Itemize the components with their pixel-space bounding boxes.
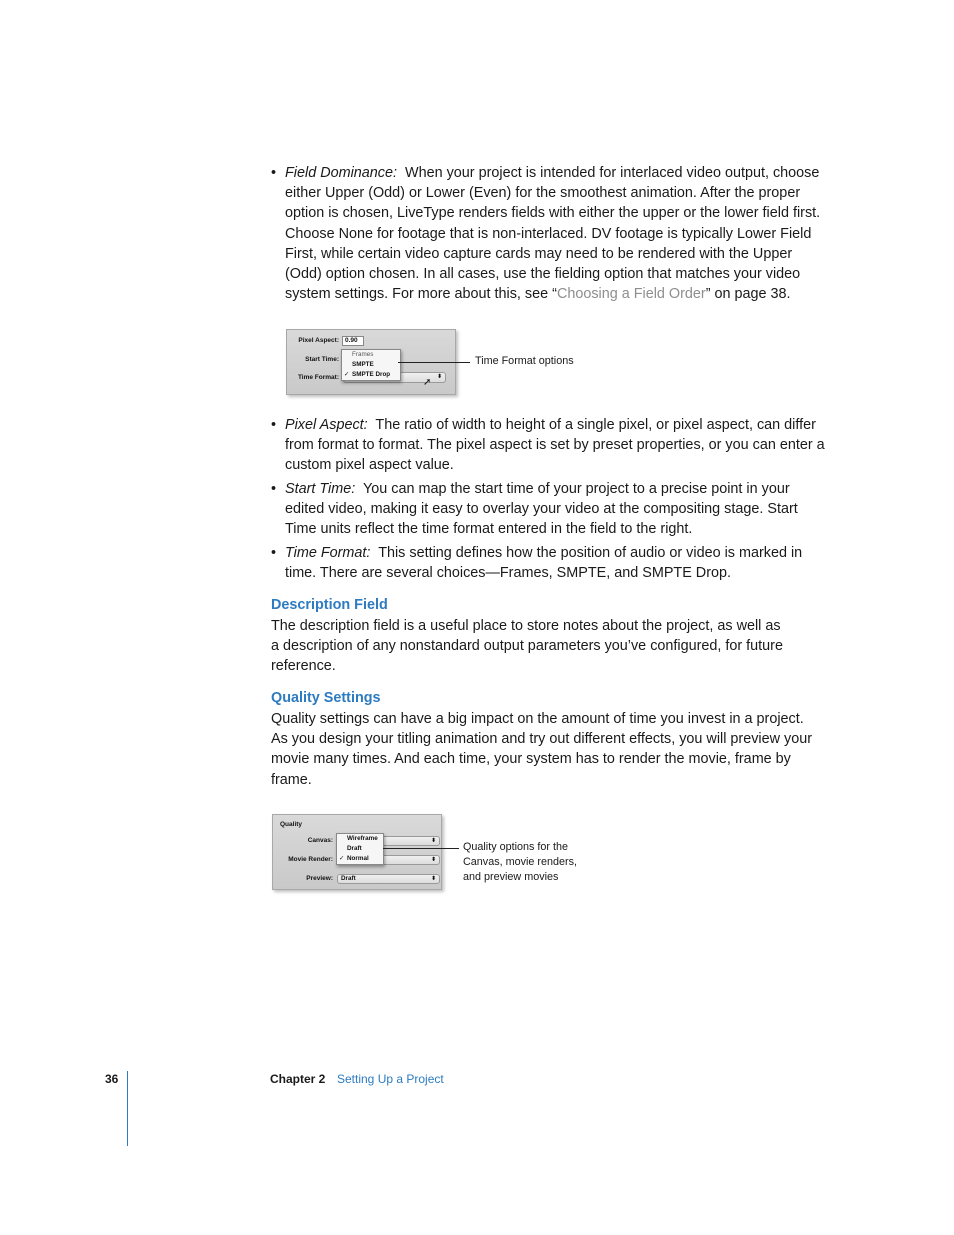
bullet-text [285, 479, 831, 540]
description-field-body: The description field is a useful place to store notes about the project, as well as a description of any nonstandard output parameters you’ve configured, for future reference. [271, 618, 783, 675]
chapter-label: Chapter 2 [270, 1072, 326, 1086]
page-number: 36 [105, 1072, 119, 1086]
term-pixel-aspect: Pixel Aspect: [285, 417, 368, 433]
bullet-marker: • [271, 165, 277, 181]
popup-arrows-icon: ⬍ [430, 857, 436, 863]
callout-line-time-format [398, 362, 470, 363]
caption-quality [463, 840, 577, 885]
field-dominance-text: When your project is intended for interlaced video output, choose either Upper (Odd) or Lower (Even) for the smoothest animation. After the proper option is chosen, LiveType renders fields with either the upper or the lower field first. Choose None for footage that is non-interlaced. DV footage is typically Lower Field First, while certain video capture cards may need to be rendered with the Upper (Odd) option chosen. In all cases, use the fielding option that matches your video system settings. For more about this, see “ [285, 165, 821, 303]
footer-rule [127, 1071, 128, 1146]
preview-popup[interactable] [337, 874, 440, 884]
start-time-label: Start Time: [305, 356, 339, 363]
preview-label: Preview: [306, 875, 333, 882]
quality-panel-title: Quality [280, 821, 303, 828]
link-choosing-field-order[interactable]: Choosing a Field Order [556, 286, 706, 303]
popup-arrows-icon: ⬍ [436, 374, 442, 380]
checkmark-icon: ✓ [339, 855, 345, 862]
movie-render-label: Movie Render: [288, 856, 333, 863]
term-field-dominance: Field Dominance: [285, 165, 397, 181]
bullet-text [285, 543, 831, 583]
field-dominance-text-end: ” on page 38. [705, 286, 791, 303]
bullet-text [285, 415, 831, 476]
callout-line-quality [383, 848, 459, 849]
start-time-text: You can map the start time of your project to a precise point in your edited video, making it easy to overlay your video at the compositing stage. Start Time units reflect the time format entered in the field to the right. [285, 481, 798, 538]
heading-quality-settings: Quality Settings [271, 690, 381, 706]
menu-item-smpte-drop[interactable]: ✓ SMPTE Drop [344, 371, 391, 378]
menu-item-normal[interactable]: ✓ Normal [339, 855, 369, 862]
quality-screenshot [272, 814, 442, 890]
menu-item-frames[interactable]: Frames [352, 351, 374, 358]
preview-value: Draft [341, 875, 356, 882]
menu-item-smpte[interactable]: SMPTE [352, 361, 374, 368]
pixel-aspect-field[interactable]: 0.90 [342, 336, 364, 346]
canvas-label: Canvas: [307, 837, 333, 844]
heading-description-field: Description Field [271, 597, 388, 613]
term-time-format: Time Format: [285, 545, 371, 561]
popup-arrows-icon: ⬍ [430, 876, 436, 882]
caption-time-format: Time Format options [475, 355, 574, 367]
time-format-menu[interactable] [341, 349, 401, 381]
term-start-time: Start Time: [285, 481, 356, 497]
menu-item-draft[interactable]: Draft [347, 845, 362, 852]
bullet-marker: • [271, 417, 277, 433]
checkmark-icon: ✓ [344, 371, 350, 378]
quality-settings-body: Quality settings can have a big impact on the amount of time you invest in a project. As you design your titling animation and try out different effects, you will preview your movie many times. And each time, your system has to render the movie, frame by frame. [271, 711, 812, 788]
pixel-aspect-label: Pixel Aspect: [298, 337, 339, 344]
chapter-title-link[interactable]: Setting Up a Project [337, 1072, 444, 1086]
mouse-cursor-icon: ➚ [423, 377, 432, 388]
bullet-marker: • [271, 481, 277, 497]
caption-line: Quality options for the [463, 841, 569, 853]
time-format-label: Time Format: [297, 374, 339, 381]
bullet-marker: • [271, 545, 277, 561]
bullet-text [285, 163, 831, 304]
caption-line: Canvas, movie renders, [463, 856, 578, 868]
caption-line: and preview movies [463, 871, 559, 883]
time-format-text: This setting defines how the position of audio or video is marked in time. There are several choices—Frames, SMPTE, and SMPTE Drop. [285, 545, 803, 582]
popup-arrows-icon: ⬍ [430, 838, 436, 844]
pixel-aspect-text: The ratio of width to height of a single pixel, or pixel aspect, can differ from format to format. The pixel aspect is set by preset properties, or you can enter a custom pixel aspect value. [285, 417, 825, 474]
quality-menu[interactable] [336, 833, 384, 865]
menu-item-wireframe[interactable]: Wireframe [347, 835, 378, 842]
